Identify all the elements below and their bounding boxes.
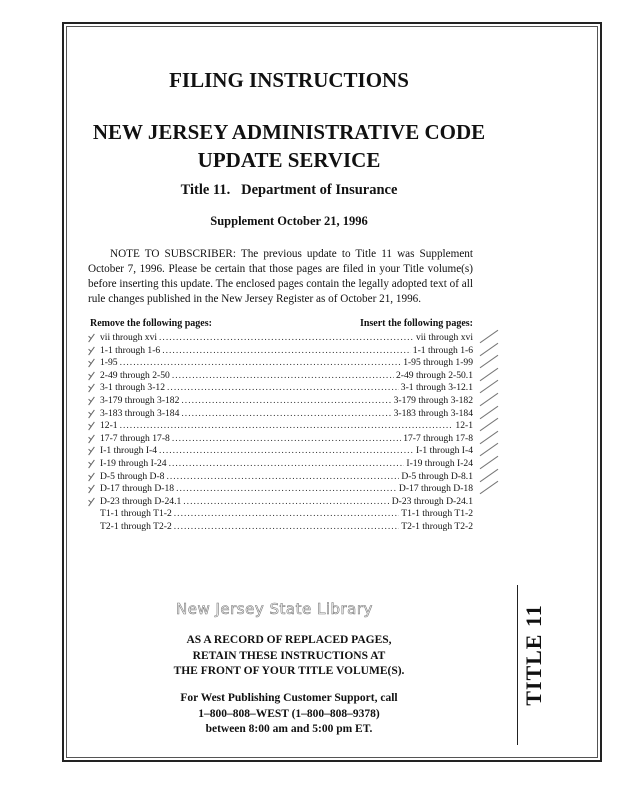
- remove-pages: 3-1 through 3-12: [100, 382, 166, 394]
- dot-leader: [120, 357, 402, 368]
- insert-pages: 12-1: [455, 420, 473, 432]
- page-list-row: [100, 521, 473, 534]
- dot-leader: [174, 508, 399, 519]
- dot-leader: [120, 420, 454, 431]
- dot-leader: [172, 433, 401, 444]
- check-mark-icon: [88, 346, 100, 356]
- remove-pages: T2-1 through T2-2: [100, 520, 172, 532]
- filing-instructions-heading: FILING INSTRUCTIONS: [169, 68, 409, 92]
- remove-pages: 1-95: [100, 357, 118, 369]
- dot-leader: [167, 382, 399, 393]
- remove-pages: D-17 through D-18: [100, 483, 175, 495]
- side-title-tab: [512, 600, 556, 710]
- support-line-1: For West Publishing Customer Support, call: [180, 692, 398, 704]
- check-mark-icon: [88, 446, 100, 456]
- page-list-row: [100, 496, 473, 509]
- subscriber-note: NOTE TO SUBSCRIBER: The previous update to Title 11 was Supplement October 7, 1996. Please be certain that those pages are filed in your Title volume(s) before inserting this update. The enclosed pages contain the legally adopted text of all rule changes published in the New Jersey Register as of October 21, 1996.: [88, 248, 473, 305]
- insert-pages: T1-1 through T1-2: [401, 508, 473, 520]
- page-list-row: [100, 420, 473, 433]
- dot-leader: [176, 483, 397, 494]
- dot-leader: [159, 445, 414, 456]
- insert-pages: D-23 through D-24.1: [391, 495, 473, 507]
- record-line-2: RETAIN THESE INSTRUCTIONS AT: [192, 649, 386, 662]
- insert-pages: vii through xvi: [415, 332, 473, 343]
- dot-leader: [159, 332, 414, 343]
- dot-leader: [174, 521, 399, 532]
- dot-leader: [181, 395, 391, 406]
- check-mark-icon: [88, 383, 100, 393]
- dot-leader: [162, 345, 411, 356]
- dot-leader: [183, 496, 389, 507]
- insert-pages: D-17 through D-18: [398, 483, 473, 495]
- page-list-row: [100, 508, 473, 521]
- page-list-row: [100, 395, 473, 408]
- insert-pages: D-5 through D-8.1: [401, 470, 473, 482]
- page-list-row: [100, 382, 473, 395]
- insert-pages: T2-1 through T2-2: [401, 520, 473, 532]
- check-mark-icon: [88, 421, 100, 431]
- insert-pages: I-19 through I-24: [406, 457, 473, 469]
- check-mark-icon: [88, 371, 100, 381]
- remove-column-header: Remove the following pages:: [90, 318, 212, 329]
- support-line-3: between 8:00 am and 5:00 pm ET.: [205, 723, 373, 735]
- insert-pages: 2-49 through 2-50.1: [395, 369, 473, 381]
- insert-pages: I-1 through I-4: [415, 445, 473, 457]
- remove-pages: I-1 through I-4: [100, 445, 158, 457]
- remove-pages: 2-49 through 2-50: [100, 369, 170, 381]
- remove-pages: 1-1 through 1-6: [100, 344, 161, 356]
- side-title-label: TITLE 11: [521, 604, 547, 706]
- dot-leader: [181, 408, 391, 419]
- check-mark-icon: [88, 333, 100, 343]
- page-list-row: [100, 471, 473, 484]
- title-line: Title 11. Department of Insurance: [180, 182, 398, 198]
- code-title-line-1: NEW JERSEY ADMINISTRATIVE CODE: [92, 120, 486, 144]
- code-title-line-2: UPDATE SERVICE: [197, 148, 381, 172]
- library-stamp: New Jersey State Library: [176, 600, 373, 618]
- check-mark-icon: [88, 484, 100, 494]
- page-list: [100, 332, 473, 534]
- remove-pages: 3-183 through 3-184: [100, 407, 180, 419]
- check-mark-icon: [88, 434, 100, 444]
- check-mark-icon: [88, 497, 100, 507]
- page-list-row: [100, 483, 473, 496]
- page-list-row: [100, 433, 473, 446]
- insert-pages: 17-7 through 17-8: [403, 432, 473, 444]
- insert-pages: 3-1 through 3-12.1: [400, 382, 473, 394]
- check-mark-icon: [88, 409, 100, 419]
- remove-pages: vii through xvi: [100, 332, 158, 343]
- record-line-1: AS A RECORD OF REPLACED PAGES,: [186, 634, 392, 646]
- insert-pages: 3-179 through 3-182: [393, 394, 473, 406]
- page-list-row: [100, 458, 473, 471]
- check-mark-icon: [88, 459, 100, 469]
- remove-pages: I-19 through I-24: [100, 457, 167, 469]
- dot-leader: [172, 370, 394, 381]
- check-mark-icon: [88, 396, 100, 406]
- page-list-row: [100, 445, 473, 458]
- dot-leader: [169, 458, 405, 469]
- page-list-row: [100, 345, 473, 358]
- code-title: [66, 118, 512, 174]
- insert-pages: 3-183 through 3-184: [393, 407, 473, 419]
- remove-pages: 3-179 through 3-182: [100, 394, 180, 406]
- record-notice: [66, 633, 512, 680]
- remove-pages: D-23 through D-24.1: [100, 495, 182, 507]
- check-mark-icon: [88, 472, 100, 482]
- remove-pages: 17-7 through 17-8: [100, 432, 170, 444]
- support-line-2: 1–800–808–WEST (1–800–808–9378): [198, 707, 380, 720]
- record-line-3: THE FRONT OF YOUR TITLE VOLUME(S).: [173, 665, 405, 677]
- page-list-row: [100, 370, 473, 383]
- page-list-row: [100, 408, 473, 421]
- insert-pages: 1-1 through 1-6: [412, 344, 473, 356]
- customer-support: [66, 691, 512, 738]
- page-list-row: [100, 357, 473, 370]
- page-list-row: [100, 332, 473, 345]
- insert-column-header: Insert the following pages:: [359, 318, 473, 329]
- supplement-date: Supplement October 21, 1996: [210, 214, 368, 228]
- remove-pages: T1-1 through T1-2: [100, 508, 172, 520]
- insert-pages: 1-95 through 1-99: [403, 357, 473, 369]
- check-mark-icon: [88, 358, 100, 368]
- remove-pages: D-5 through D-8: [100, 470, 165, 482]
- dot-leader: [166, 471, 399, 482]
- remove-pages: 12-1: [100, 420, 118, 432]
